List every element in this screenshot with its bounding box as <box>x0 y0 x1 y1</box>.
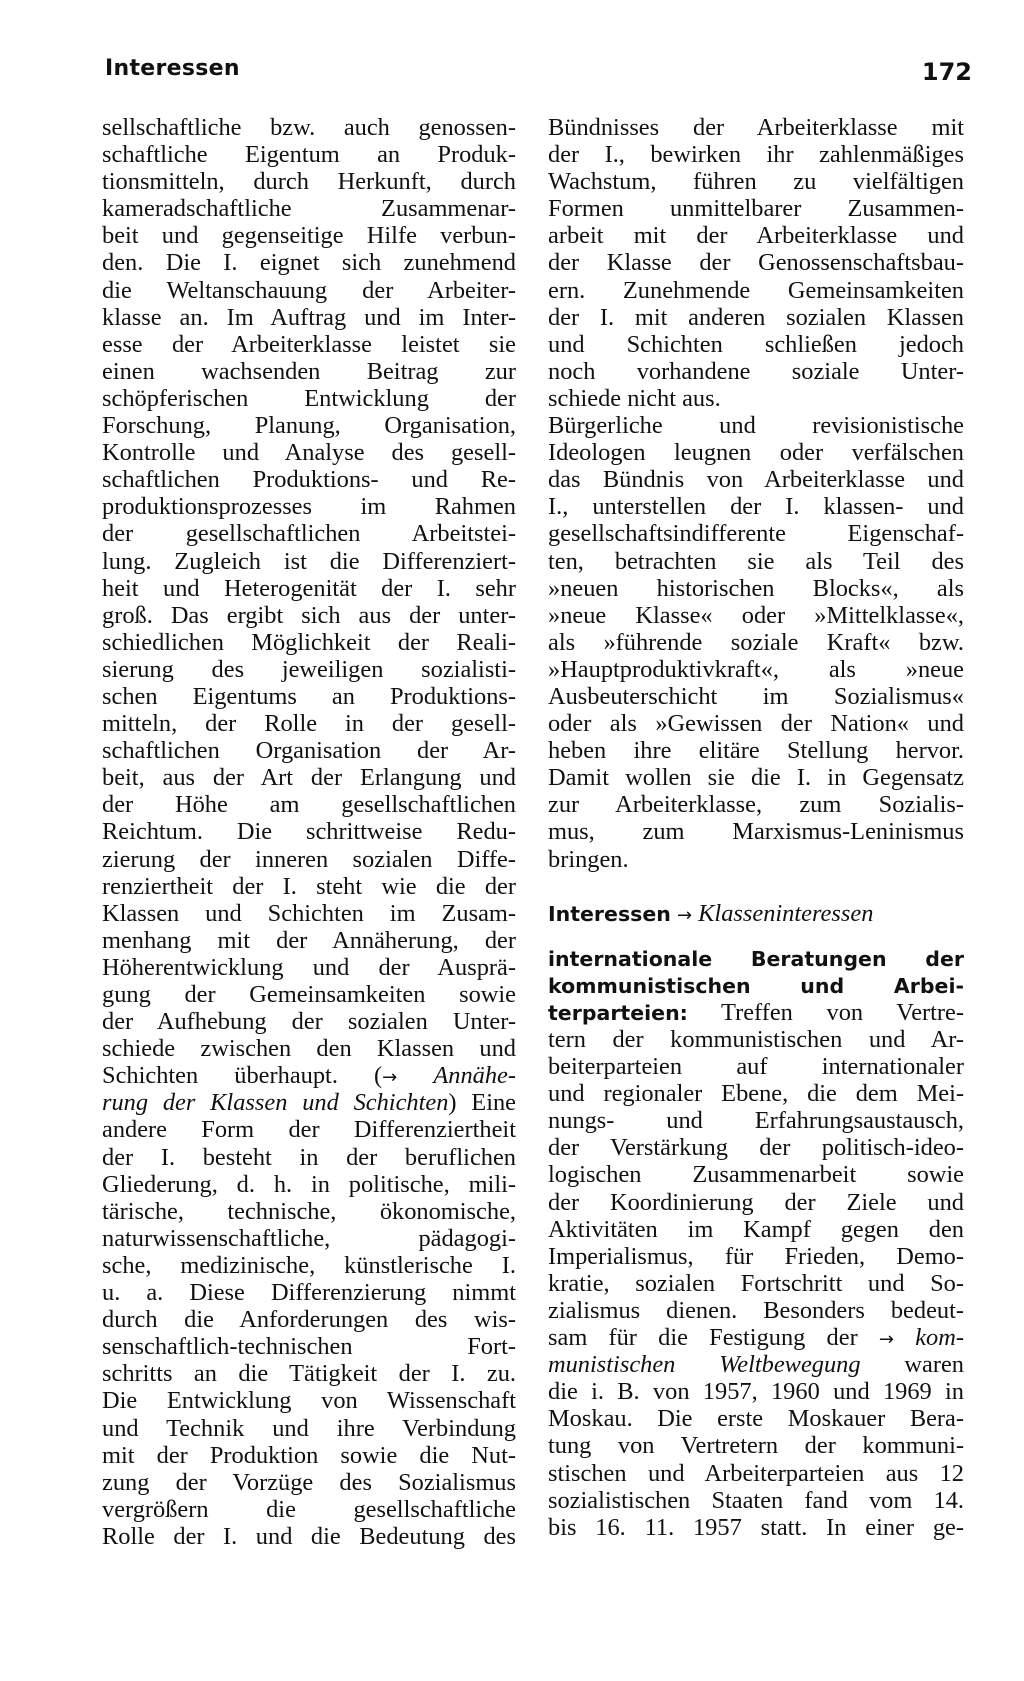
text-line: der Verstärkung der politisch-ideo- <box>548 1134 964 1162</box>
spacer <box>548 927 964 945</box>
text-line: der Koordinierung der Ziele und <box>548 1188 964 1216</box>
left-column-lines <box>102 114 516 1062</box>
text-line: gung der Gemeinsamkeiten sowie <box>102 981 516 1008</box>
text-line: Ideologen leugnen oder verfälschen <box>548 439 964 467</box>
text-line: Aktivitäten im Kampf gegen den <box>548 1215 964 1243</box>
text-line: Imperialismus, für Frieden, Demo- <box>548 1242 964 1270</box>
spacer <box>548 873 964 900</box>
text-line: ten, betrachten sie als Teil des <box>548 547 964 575</box>
text-line: sozialistischen Staaten fand vom 14. <box>548 1486 964 1514</box>
text-line-crossref: sam für die Festigung der → kom- <box>548 1324 964 1352</box>
text-line: zung der Vorzüge des Sozialismus <box>102 1468 516 1496</box>
text-line: logischen Zusammenarbeit sowie <box>548 1161 964 1189</box>
text-line: beit, aus der Art der Erlangung und <box>102 764 516 792</box>
text-line: der I. mit anderen sozialen Klassen <box>548 303 964 331</box>
text-line: naturwissenschaftliche, pädagogi- <box>102 1224 516 1252</box>
entry-headword-line <box>548 972 964 999</box>
crossref-link-annaeherung-cont[interactable]: rung der Klassen und Schichten <box>102 1089 449 1117</box>
text-line-last: bringen. <box>548 845 629 873</box>
text-line: groß. Das ergibt sich aus der unter- <box>102 601 516 629</box>
entry-headword: internationale Beratungen der <box>548 946 964 971</box>
text-line: esse der Arbeiterklasse leistet sie <box>102 330 516 358</box>
text-line: mitteln, der Rolle in der gesell- <box>102 710 516 738</box>
text-line: schen Eigentums an Produktions- <box>102 682 516 710</box>
text-line: Formen unmittelbarer Zusammen- <box>548 195 964 223</box>
entry-headword-line: terparteien: Treffen von Vertre- <box>548 998 964 1026</box>
text-line: stischen und Arbeiterparteien aus 12 <box>548 1459 964 1487</box>
text-line: Die Entwicklung von Wissenschaft <box>102 1387 516 1415</box>
text-line: Damit wollen sie die I. in Gegensatz <box>548 764 964 792</box>
text-line: produktionsprozesses im Rahmen <box>102 493 516 521</box>
text-line: tionsmitteln, durch Herkunft, durch <box>102 168 516 196</box>
text-line: schöpferischen Entwicklung der <box>102 384 516 412</box>
text-line: und regionaler Ebene, die dem Mei- <box>548 1080 964 1108</box>
text-line: andere Form der Differenziertheit <box>102 1116 516 1144</box>
left-column <box>102 114 516 1550</box>
text-line: bis 16. 11. 1957 statt. In einer ge- <box>548 1513 964 1541</box>
text-line: die i. B. von 1957, 1960 und 1969 in <box>548 1378 964 1406</box>
text-line: zierung der inneren sozialen Diffe- <box>102 845 516 873</box>
text-line: mus, zum Marxismus-Leninismus <box>548 818 964 846</box>
paragraph-2 <box>548 412 964 846</box>
paragraph-1 <box>548 114 964 385</box>
running-header-keyword: Interessen <box>105 56 240 81</box>
text-line: »Hauptproduktivkraft«, als »neue <box>548 655 964 683</box>
crossref-link-weltbewegung-cont[interactable]: munistischen Weltbewegung <box>548 1351 861 1379</box>
text-line-crossref-cont: munistischen Weltbewegung waren <box>548 1351 964 1379</box>
text-line: lung. Zugleich ist die Differenziert- <box>102 547 516 575</box>
text-line: senschaftlich-technischen Fort- <box>102 1333 516 1361</box>
text-line: Moskau. Die erste Moskauer Bera- <box>548 1405 964 1433</box>
text-line: nungs- und Erfahrungsaustausch, <box>548 1107 964 1135</box>
text-line: das Bündnis von Arbeiterklasse und <box>548 466 964 494</box>
text-line: Forschung, Planung, Organisation, <box>102 412 516 440</box>
text-line: Klassen und Schichten im Zusam- <box>102 899 516 927</box>
text-line: der Aufhebung der sozialen Unter- <box>102 1008 516 1036</box>
text-line: arbeit mit der Arbeiterklasse und <box>548 222 964 250</box>
text-line: sellschaftliche bzw. auch genossen- <box>102 114 516 141</box>
text-line-crossref: Schichten überhaupt. (→ Annähe- <box>102 1062 516 1090</box>
text-line: die Weltanschauung der Arbeiter- <box>102 276 516 304</box>
text-line: kratie, sozialen Fortschritt und So- <box>548 1269 964 1297</box>
text-line: »neuen historischen Blocks«, als <box>548 574 964 602</box>
arrow-icon: → <box>676 904 693 926</box>
text-line: u. a. Diese Differenzierung nimmt <box>102 1279 516 1307</box>
text-line: Wachstum, führen zu vielfältigen <box>548 168 964 196</box>
text-line: der Klasse der Genossenschaftsbau- <box>548 249 964 277</box>
text-line: noch vorhandene soziale Unter- <box>548 357 964 385</box>
text-line: Höherentwicklung und der Ausprä- <box>102 953 516 981</box>
text-line: schaftlichen Organisation der Ar- <box>102 737 516 765</box>
entry-body-after <box>548 1378 964 1541</box>
entry-body <box>548 1026 964 1324</box>
text-line: beit und gegenseitige Hilfe verbun- <box>102 222 516 250</box>
text-line: heit und Heterogenität der I. sehr <box>102 574 516 602</box>
text-line: mit der Produktion sowie die Nut- <box>102 1441 516 1469</box>
text-line: Bürgerliche und revisionistische <box>548 412 964 440</box>
text-line: schiedlichen Möglichkeit der Reali- <box>102 628 516 656</box>
right-column <box>548 114 964 1541</box>
text-line: Bündnisses der Arbeiterklasse mit <box>548 114 964 141</box>
text-line: als »führende soziale Kraft« bzw. <box>548 628 964 656</box>
text-line: Kontrolle und Analyse des gesell- <box>102 439 516 467</box>
text-line: heben ihre elitäre Stellung hervor. <box>548 737 964 765</box>
text-line: einen wachsenden Beitrag zur <box>102 357 516 385</box>
text-line-crossref-cont: rung der Klassen und Schichten) Eine <box>102 1089 516 1117</box>
text-line-last: Rolle der I. und die Bedeutung des <box>102 1522 516 1550</box>
text-line: Ausbeuterschicht im Sozialismus« <box>548 682 964 710</box>
text-line: der gesellschaftlichen Arbeitstei- <box>102 520 516 548</box>
text-line: renziertheit der I. steht wie die der <box>102 872 516 900</box>
page-number: 172 <box>921 58 972 86</box>
text-line: »neue Klasse« oder »Mittelklasse«, <box>548 601 964 629</box>
text-line: beiterparteien auf internationaler <box>548 1053 964 1081</box>
text-line: den. Die I. eignet sich zunehmend <box>102 249 516 277</box>
text-line: und Schichten schließen jedoch <box>548 330 964 358</box>
crossref-link-klasseninteressen[interactable]: Klasseninteressen <box>698 899 874 927</box>
text-line: menhang mit der Annäherung, der <box>102 926 516 954</box>
text-line: schritts an die Tätigkeit der I. zu. <box>102 1360 516 1388</box>
text-line: und Technik und ihre Verbindung <box>102 1414 516 1442</box>
left-column-lines-after <box>102 1116 516 1522</box>
text-line-last: schiede nicht aus. <box>548 384 721 412</box>
entry-headword-line <box>548 945 964 972</box>
text-line: sierung des jeweiligen sozialisti- <box>102 655 516 683</box>
text-line: I., unterstellen der I. klassen- und <box>548 493 964 521</box>
text-line: tung von Vertretern der kommuni- <box>548 1432 964 1460</box>
text-line: schaftliche Eigentum an Produk- <box>102 141 516 169</box>
text-line: gesellschaftsindifferente Eigenschaf- <box>548 520 964 548</box>
crossref-link-weltbewegung[interactable]: kom- <box>915 1324 964 1352</box>
text-line: der Höhe am gesellschaftlichen <box>102 791 516 819</box>
text-line: tärische, technische, ökonomische, <box>102 1197 516 1225</box>
entry-headword: kommunistischen und Arbei- <box>548 973 964 998</box>
crossref-link-annaeherung[interactable]: Annähe- <box>433 1062 516 1090</box>
text-line: der I., bewirken ihr zahlenmäßiges <box>548 141 964 169</box>
text-line: Reichtum. Die schrittweise Redu- <box>102 818 516 846</box>
text-line: schaftlichen Produktions- und Re- <box>102 466 516 494</box>
crossref-keyword: Interessen <box>548 901 671 926</box>
text-line: schiede zwischen den Klassen und <box>102 1035 516 1063</box>
text-line: der I. besteht in der beruflichen <box>102 1143 516 1171</box>
text-line: klasse an. Im Auftrag und im Inter- <box>102 303 516 331</box>
text-line: sche, medizinische, künstlerische I. <box>102 1251 516 1279</box>
text-line: zur Arbeiterklasse, zum Sozialis- <box>548 791 964 819</box>
entry-headword: terparteien: <box>548 1000 688 1025</box>
text-line: durch die Anforderungen des wis- <box>102 1306 516 1334</box>
crossref-entry <box>548 900 964 927</box>
text-line: zialismus dienen. Besonders bedeut- <box>548 1296 964 1324</box>
text-line: oder als »Gewissen der Nation« und <box>548 710 964 738</box>
text-line: tern der kommunistischen und Ar- <box>548 1026 964 1053</box>
text-line: Gliederung, d. h. in politische, mili- <box>102 1170 516 1198</box>
text-line: vergrößern die gesellschaftliche <box>102 1495 516 1523</box>
text-line: kameradschaftliche Zusammenar- <box>102 195 516 223</box>
text-line: ern. Zunehmende Gemeinsamkeiten <box>548 276 964 304</box>
